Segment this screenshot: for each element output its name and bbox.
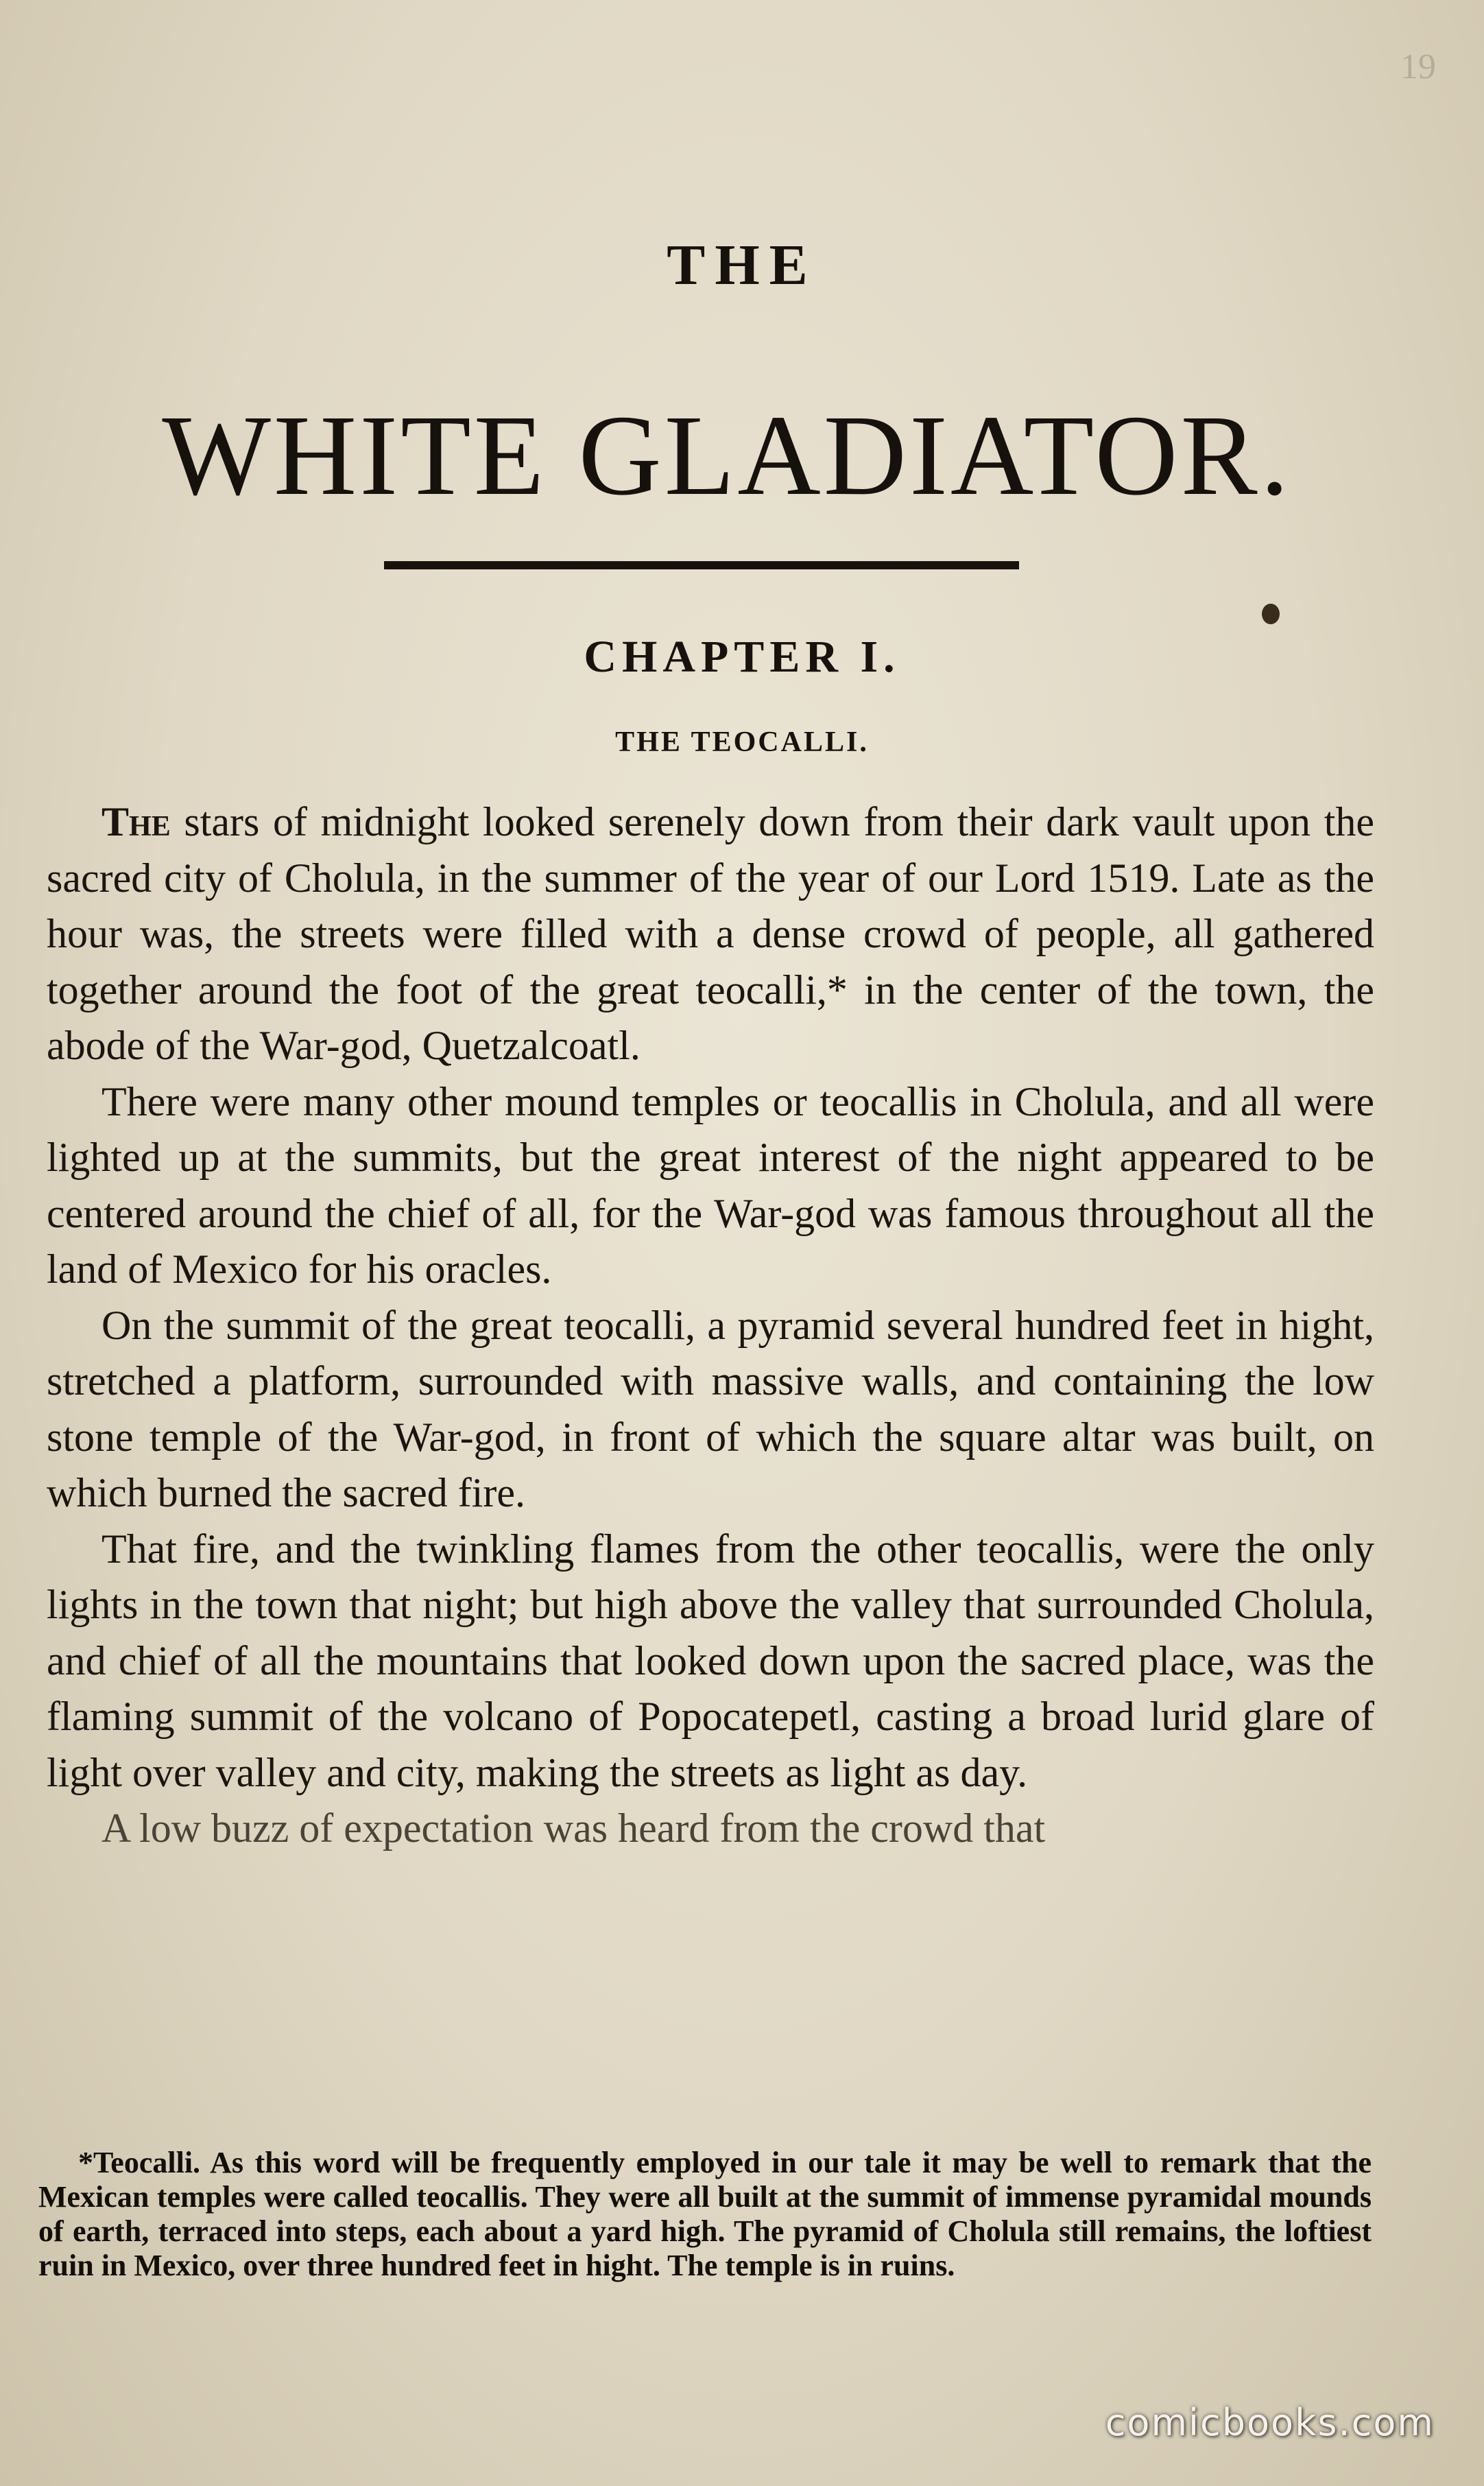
paragraph-text: stars of midnight looked serenely down from their dark vault upon the sacred city of Cholula, in the summer of the year of our Lord 1519. Late as the hour was, the streets were filled with a dense crowd of people, all gathered together around the foot of the great teocalli,* in the center of the town, the abode of the War-god, Quetzalcoatl.	[47, 799, 1374, 1068]
chapter-subtitle: THE TEOCALLI.	[615, 726, 869, 758]
footnote	[38, 2146, 1372, 2283]
title-small: THE	[667, 233, 817, 297]
title-rule	[384, 561, 1019, 569]
title-large: WHITE GLADIATOR.	[162, 392, 1292, 519]
paragraph-3: On the summit of the great teocalli, a pyramid several hundred feet in hight, stretched a platform, surrounded with massive walls, and containing the low stone temple of the War-god, in front of which the square altar was built, on which burned the sacred fire.	[47, 1302, 1374, 1515]
paragraph-1	[47, 794, 1374, 1074]
paragraph-lead-word: The	[101, 799, 171, 844]
page-number: 19	[1400, 47, 1436, 86]
paragraph-4: That fire, and the twinkling flames from the other teocallis, were the only lights in the town that night; but high above the valley that surrounded Cholula, and chief of all the mountains that looked down upon the sacred place, was the flaming summit of the volcano of Popocatepetl, casting a broad lurid glare of light over valley and city, making the streets as light as day.	[47, 1526, 1374, 1795]
footnote-text: *Teocalli. As this word will be frequently employed in our tale it may be well to remark that the Mexican temples were called teocallis. They were all built at the summit of immense pyramidal mounds of earth, terraced into steps, each about a yard high. The pyramid of Cholula still remains, the loftiest ruin in Mexico, over three hundred feet in hight. The temple is in ruins.	[38, 2146, 1372, 2282]
body-text	[47, 794, 1374, 1857]
paragraph-5: A low buzz of expectation was heard from the crowd that	[101, 1806, 1046, 1851]
paragraph-2: There were many other mound temples or teocallis in Cholula, and all were lighted up at the summits, but the great interest of the night appeared to be centered around the chief of all, for the War-god was famous throughout all the land of Mexico for his oracles.	[47, 1078, 1374, 1292]
watermark: comicbooks.com	[1105, 2401, 1435, 2444]
ink-spot	[1262, 604, 1280, 624]
chapter-heading: CHAPTER I.	[584, 632, 900, 682]
